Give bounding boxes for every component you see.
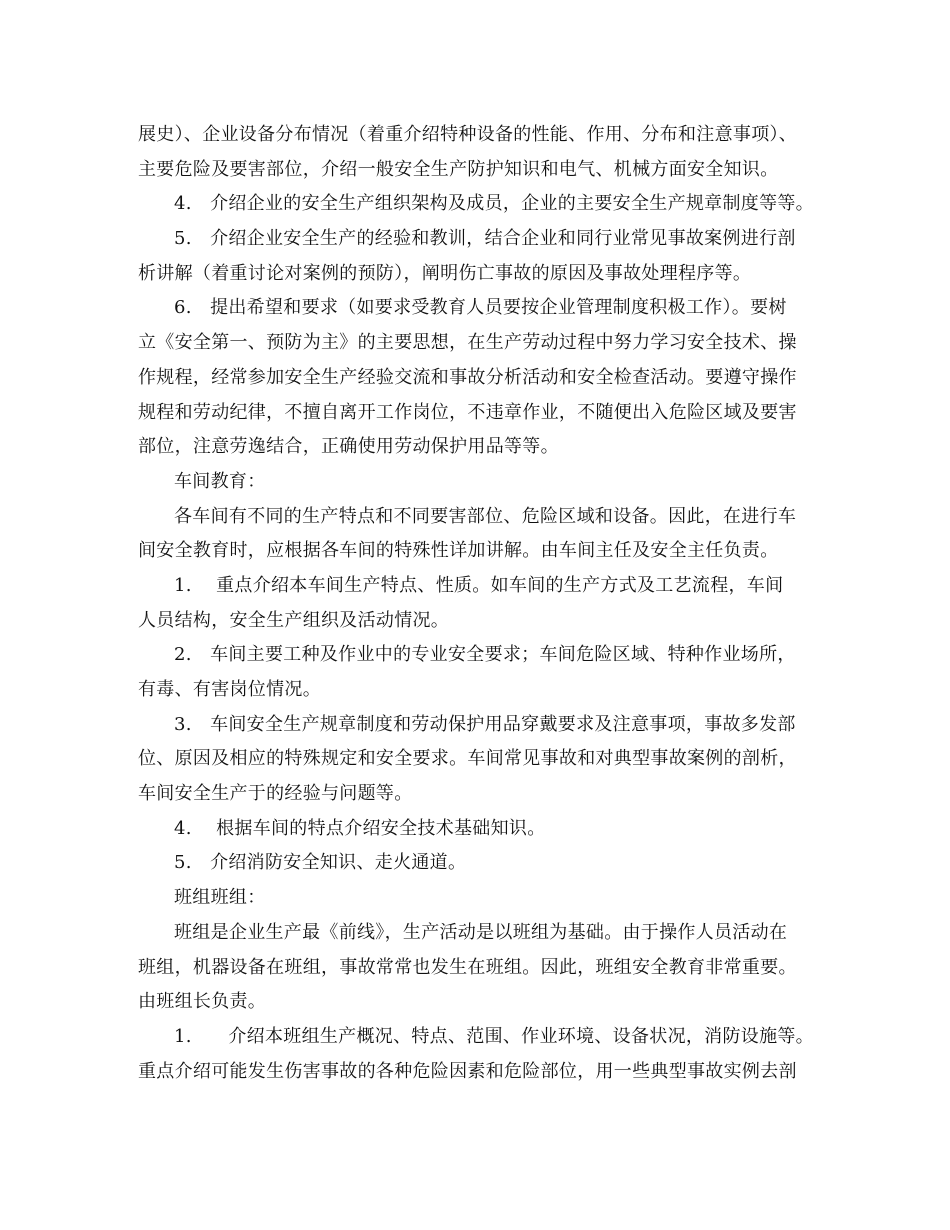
text-line: 5. 介绍企业安全生产的经验和教训，结合企业和同行业常见事故案例进行剖 (174, 228, 796, 250)
text-line: 班组是企业生产最《前线》，生产活动是以班组为基础。由于操作人员活动在 (174, 921, 788, 943)
text-line: 3. 车间安全生产规章制度和劳动保护用品穿戴要求及注意事项，事故多发部 (174, 713, 796, 735)
text-line: 析讲解（着重讨论对案例的预防），阐明伤亡事故的原因及事故处理程序等。 (138, 262, 752, 284)
text-line: 作规程，经常参加安全生产经验交流和事故分析活动和安全检查活动。要遵守操作 (138, 366, 797, 388)
text-line: 5. 介绍消防安全知识、走火通道。 (174, 852, 467, 874)
text-line: 4. 介绍企业的安全生产组织架构及成员，企业的主要安全生产规章制度等等。 (174, 193, 814, 215)
text-line: 展史）、企业设备分布情况（着重介绍特种设备的性能、作用、分布和注意事项）、 (138, 124, 798, 145)
body-text (138, 118, 828, 1089)
text-line: 间安全教育时，应根据各车间的特殊性详加讲解。由车间主任及安全主任负责。 (138, 540, 779, 562)
text-line: 班组，机器设备在班组，事故常常也发生在班组。因此，班组安全教育非常重要。 (138, 956, 797, 978)
section-heading: 车间教育： (174, 470, 266, 492)
text-line: 1. 介绍本班组生产概况、特点、范围、作业环境、设备状况，消防设施等。 (174, 1025, 814, 1047)
text-line: 6. 提出希望和要求（如要求受教育人员要按企业管理制度积极工作）。要树 (174, 297, 787, 319)
text-line: 1. 重点介绍本车间生产特点、性质。如车间的生产方式及工艺流程，车间 (174, 574, 784, 596)
text-line: 主要危险及要害部位，介绍一般安全生产防护知识和电气、机械方面安全知识。 (138, 158, 779, 180)
text-line: 部位，注意劳逸结合，正确使用劳动保护用品等等。 (138, 436, 559, 458)
section-heading: 班组班组： (174, 887, 266, 909)
text-line: 有毒、有害岗位情况。 (138, 679, 321, 700)
text-line: 4. 根据车间的特点介绍安全技术基础知识。 (174, 817, 546, 839)
text-line: 由班组长负责。 (138, 991, 267, 1013)
text-line: 2. 车间主要工种及作业中的专业安全要求；车间危险区域、特种作业场所， (174, 644, 796, 666)
text-line: 重点介绍可能发生伤害事故的各种危险因素和危险部位，用一些典型事故实例去剖 (138, 1060, 797, 1082)
text-line: 人员结构，安全生产组织及活动情况。 (138, 609, 450, 631)
text-line: 车间安全生产于的经验与问题等。 (138, 783, 413, 805)
text-line: 各车间有不同的生产特点和不同要害部位、危险区域和设备。因此，在进行车 (174, 505, 797, 527)
text-line: 立《安全第一、预防为主》的主要思想，在生产劳动过程中努力学习安全技术、操 (138, 332, 797, 354)
text-line: 规程和劳动纪律，不擅自离开工作岗位，不违章作业，不随便出入危险区域及要害 (138, 401, 797, 423)
text-line: 位、原因及相应的特殊规定和安全要求。车间常见事故和对典型事故案例的剖析， (138, 748, 797, 770)
